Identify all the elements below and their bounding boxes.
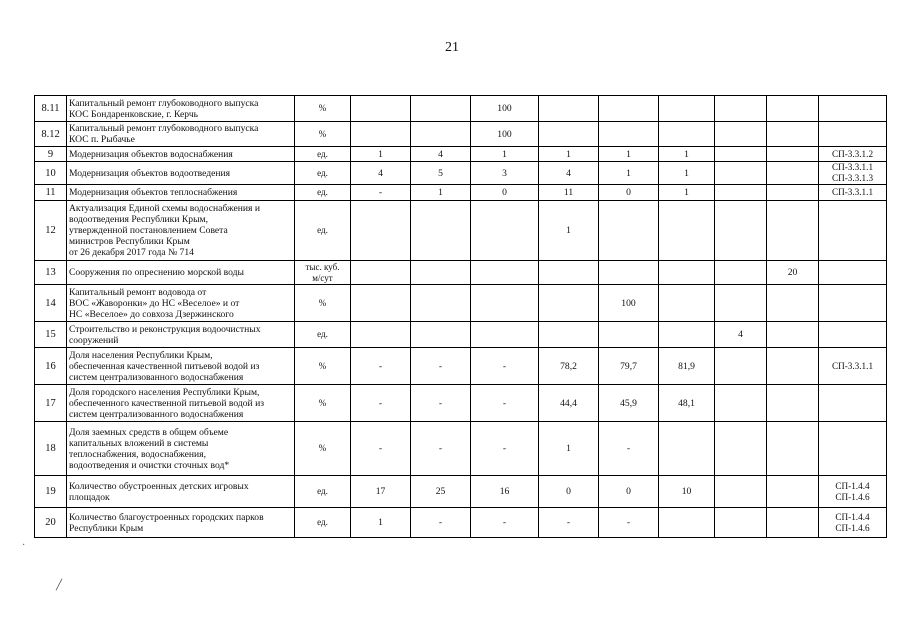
- value-cell: [715, 385, 767, 422]
- program-code-cell: [819, 476, 887, 508]
- value-cell: 1: [351, 147, 411, 162]
- value-cell: [471, 261, 539, 285]
- indicator-name-line: Доля городского населения Республики Крым,: [69, 386, 260, 398]
- value-cell: [539, 261, 599, 285]
- indicators-table: [34, 95, 887, 538]
- value-cell: [411, 201, 471, 261]
- indicator-name: [67, 508, 295, 538]
- table-row: [35, 285, 887, 322]
- row-number: 8.11: [35, 96, 67, 122]
- table-row: [35, 185, 887, 201]
- indicator-name: [67, 162, 295, 185]
- value-cell: 1: [599, 162, 659, 185]
- value-cell: 4: [539, 162, 599, 185]
- indicator-name-line: Капитальный ремонт водовода от: [69, 286, 207, 298]
- value-cell: [715, 348, 767, 385]
- value-cell: [599, 122, 659, 147]
- indicator-name-line: от 26 декабря 2017 года № 714: [69, 247, 194, 258]
- unit-cell: [295, 348, 351, 385]
- value-cell: 10: [659, 476, 715, 508]
- table-row: [35, 201, 887, 261]
- value-cell: 4: [715, 322, 767, 348]
- unit-cell: [295, 322, 351, 348]
- value-cell: [539, 322, 599, 348]
- table-row: [35, 122, 887, 147]
- value-cell: 44,4: [539, 385, 599, 422]
- unit-cell-line: м/сут: [312, 272, 333, 283]
- unit-cell-line: ед.: [317, 148, 328, 159]
- table-row: [35, 322, 887, 348]
- value-cell: [599, 201, 659, 261]
- value-cell: -: [471, 508, 539, 538]
- value-cell: 100: [599, 285, 659, 322]
- indicator-name: [67, 285, 295, 322]
- value-cell: 3: [471, 162, 539, 185]
- indicator-name-line: Республики Крым: [69, 522, 144, 534]
- value-cell: [767, 122, 819, 147]
- table-row: [35, 162, 887, 185]
- unit-cell-line: тыс. куб.: [305, 261, 340, 272]
- value-cell: [659, 285, 715, 322]
- value-cell: [767, 476, 819, 508]
- indicator-name-line: ВОС «Жаворонки» до НС «Веселое» и от: [69, 297, 240, 309]
- indicator-name: [67, 185, 295, 201]
- unit-cell: [295, 185, 351, 201]
- program-code-cell: [819, 185, 887, 201]
- row-number: 16: [35, 348, 67, 385]
- value-cell: [599, 96, 659, 122]
- value-cell: [767, 322, 819, 348]
- program-code-cell-line: СП-1.4.4: [835, 480, 870, 491]
- value-cell: -: [351, 348, 411, 385]
- unit-cell: [295, 385, 351, 422]
- indicator-name-line: Капитальный ремонт глубоководного выпуска: [69, 97, 259, 109]
- value-cell: [767, 285, 819, 322]
- value-cell: [411, 122, 471, 147]
- value-cell: 1: [659, 185, 715, 201]
- value-cell: -: [351, 422, 411, 476]
- indicator-name-line: обеспеченная качественной питьевой водой из: [69, 360, 260, 372]
- indicator-name: [67, 422, 295, 476]
- indicator-name-line: систем централизованного водоснабжения: [69, 408, 244, 420]
- program-code-cell: [819, 96, 887, 122]
- indicator-name-line: утвержденной постановлением Совета: [69, 225, 228, 236]
- value-cell: -: [471, 385, 539, 422]
- unit-cell: [295, 285, 351, 322]
- value-cell: [411, 285, 471, 322]
- program-code-cell-line: СП-1.4.4: [835, 511, 870, 522]
- value-cell: 100: [471, 96, 539, 122]
- value-cell: [411, 322, 471, 348]
- value-cell: [351, 201, 411, 261]
- value-cell: [659, 508, 715, 538]
- unit-cell: [295, 508, 351, 538]
- indicator-name-line: КОС п. Рыбачье: [69, 134, 135, 145]
- value-cell: [715, 422, 767, 476]
- unit-cell-line: %: [318, 397, 327, 408]
- table-row: [35, 147, 887, 162]
- indicator-name-line: Доля заемных средств в общем объеме: [69, 426, 229, 438]
- unit-cell-line: ед.: [317, 517, 328, 527]
- value-cell: [471, 201, 539, 261]
- value-cell: [715, 285, 767, 322]
- value-cell: 78,2: [539, 348, 599, 385]
- value-cell: [659, 122, 715, 147]
- indicator-name: [67, 147, 295, 162]
- value-cell: [539, 122, 599, 147]
- value-cell: [539, 96, 599, 122]
- indicator-name-line: Капитальный ремонт глубоководного выпуска: [69, 123, 259, 134]
- table-row: [35, 348, 887, 385]
- value-cell: 1: [411, 185, 471, 201]
- unit-cell-line: %: [318, 360, 327, 371]
- indicator-name-line: водоотведения и очистки сточных вод*: [69, 459, 230, 471]
- indicator-name-line: обеспеченного качественной питьевой водой из: [69, 397, 264, 409]
- value-cell: 100: [471, 122, 539, 147]
- program-code-cell-line: СП-3.3.1.1: [831, 360, 874, 371]
- indicator-name-line: площадок: [69, 491, 110, 503]
- row-number: 12: [35, 201, 67, 261]
- unit-cell-line: %: [318, 103, 327, 113]
- unit-cell: [295, 422, 351, 476]
- value-cell: 1: [471, 147, 539, 162]
- value-cell: -: [411, 422, 471, 476]
- value-cell: 16: [471, 476, 539, 508]
- indicator-name-line: систем централизованного водоснабжения: [69, 371, 244, 383]
- row-number: 14: [35, 285, 67, 322]
- value-cell: 11: [539, 185, 599, 201]
- scan-tick: ╱: [56, 580, 63, 591]
- unit-cell-line: ед.: [317, 187, 328, 197]
- unit-cell-line: ед.: [317, 329, 328, 339]
- scan-dot: ·: [22, 540, 26, 551]
- indicator-name-line: Строительство и реконструкция водоочистных: [69, 323, 261, 335]
- value-cell: [659, 201, 715, 261]
- program-code-cell-line: СП-1.4.6: [835, 522, 870, 533]
- value-cell: [599, 322, 659, 348]
- value-cell: [715, 147, 767, 162]
- value-cell: [539, 285, 599, 322]
- value-cell: 1: [539, 147, 599, 162]
- value-cell: [471, 285, 539, 322]
- program-code-cell-line: СП-3.3.1.1: [831, 162, 874, 172]
- value-cell: [715, 508, 767, 538]
- table-row: [35, 96, 887, 122]
- value-cell: 17: [351, 476, 411, 508]
- row-number: 20: [35, 508, 67, 538]
- indicator-name: [67, 201, 295, 261]
- indicator-name-line: Количество обустроенных детских игровых: [69, 480, 249, 492]
- indicator-name: [67, 261, 295, 285]
- unit-cell: [295, 261, 351, 285]
- value-cell: -: [539, 508, 599, 538]
- row-number: 8.12: [35, 122, 67, 147]
- indicator-name-line: Актуализация Единой схемы водоснабжения и: [69, 203, 260, 214]
- value-cell: 4: [411, 147, 471, 162]
- value-cell: 0: [471, 185, 539, 201]
- value-cell: [767, 422, 819, 476]
- program-code-cell: [819, 348, 887, 385]
- value-cell: [715, 162, 767, 185]
- value-cell: [659, 322, 715, 348]
- value-cell: [659, 422, 715, 476]
- program-code-cell-line: СП-3.3.1.3: [831, 173, 874, 183]
- value-cell: 81,9: [659, 348, 715, 385]
- value-cell: [767, 147, 819, 162]
- program-code-cell: [819, 322, 887, 348]
- indicator-name-line: Количество благоустроенных городских парков: [69, 511, 264, 523]
- value-cell: [715, 201, 767, 261]
- indicator-name-line: Модернизация объектов теплоснабжения: [69, 187, 238, 198]
- table-row: [35, 385, 887, 422]
- indicator-name-line: сооружений: [69, 334, 119, 346]
- program-code-cell: [819, 201, 887, 261]
- indicator-name-line: капитальных вложений в системы: [69, 437, 209, 449]
- value-cell: [715, 185, 767, 201]
- program-code-cell: [819, 147, 887, 162]
- value-cell: -: [411, 385, 471, 422]
- value-cell: [767, 385, 819, 422]
- value-cell: [767, 185, 819, 201]
- value-cell: 1: [351, 508, 411, 538]
- program-code-cell-line: СП-1.4.6: [835, 491, 870, 502]
- value-cell: 20: [767, 261, 819, 285]
- unit-cell-line: %: [318, 443, 327, 453]
- value-cell: [351, 261, 411, 285]
- value-cell: 1: [539, 201, 599, 261]
- indicator-name-line: Сооружения по опреснению морской воды: [69, 267, 244, 278]
- value-cell: 25: [411, 476, 471, 508]
- row-number: 19: [35, 476, 67, 508]
- indicator-name-line: НС «Веселое» до совхоза Дзержинского: [69, 308, 234, 320]
- value-cell: 0: [599, 476, 659, 508]
- value-cell: [351, 122, 411, 147]
- value-cell: 0: [599, 185, 659, 201]
- unit-cell: [295, 147, 351, 162]
- value-cell: 1: [539, 422, 599, 476]
- table-row: [35, 476, 887, 508]
- value-cell: 4: [351, 162, 411, 185]
- value-cell: [659, 261, 715, 285]
- row-number: 17: [35, 385, 67, 422]
- unit-cell-line: ед.: [317, 225, 328, 235]
- program-code-cell: [819, 122, 887, 147]
- row-number: 10: [35, 162, 67, 185]
- indicator-name: [67, 322, 295, 348]
- program-code-cell: [819, 508, 887, 538]
- indicator-name-line: Модернизация объектов водоотведения: [69, 167, 231, 179]
- table-row: [35, 261, 887, 285]
- indicator-name-line: Доля населения Республики Крым,: [69, 349, 213, 361]
- value-cell: [351, 285, 411, 322]
- unit-cell-line: ед.: [317, 486, 328, 496]
- value-cell: [411, 96, 471, 122]
- value-cell: 0: [539, 476, 599, 508]
- indicator-name: [67, 385, 295, 422]
- unit-cell-line: %: [318, 128, 327, 139]
- indicator-name-line: теплоснабжения, водоснабжения,: [69, 448, 206, 460]
- program-code-cell-line: СП-3.3.1.1: [831, 187, 874, 197]
- program-code-cell-line: СП-3.3.1.2: [831, 148, 874, 159]
- row-number: 13: [35, 261, 67, 285]
- page-number: 21: [445, 40, 459, 55]
- value-cell: -: [411, 348, 471, 385]
- value-cell: -: [599, 508, 659, 538]
- program-code-cell: [819, 162, 887, 185]
- value-cell: -: [411, 508, 471, 538]
- value-cell: 1: [599, 147, 659, 162]
- unit-cell: [295, 96, 351, 122]
- unit-cell-line: %: [318, 297, 327, 308]
- row-number: 15: [35, 322, 67, 348]
- row-number: 9: [35, 147, 67, 162]
- value-cell: [351, 322, 411, 348]
- value-cell: [351, 96, 411, 122]
- value-cell: 1: [659, 162, 715, 185]
- row-number: 18: [35, 422, 67, 476]
- value-cell: [599, 261, 659, 285]
- table-row: [35, 508, 887, 538]
- value-cell: -: [351, 185, 411, 201]
- value-cell: 1: [659, 147, 715, 162]
- indicator-name: [67, 476, 295, 508]
- value-cell: 45,9: [599, 385, 659, 422]
- value-cell: [715, 122, 767, 147]
- indicator-name-line: министров Республики Крым: [69, 236, 190, 247]
- value-cell: 5: [411, 162, 471, 185]
- value-cell: [767, 201, 819, 261]
- value-cell: -: [471, 348, 539, 385]
- value-cell: 48,1: [659, 385, 715, 422]
- indicator-name: [67, 122, 295, 147]
- unit-cell: [295, 122, 351, 147]
- program-code-cell: [819, 261, 887, 285]
- unit-cell: [295, 162, 351, 185]
- indicator-name: [67, 96, 295, 122]
- indicator-name-line: водоотведения Республики Крым,: [69, 214, 208, 225]
- value-cell: [715, 476, 767, 508]
- value-cell: [767, 162, 819, 185]
- value-cell: -: [471, 422, 539, 476]
- indicator-name: [67, 348, 295, 385]
- value-cell: -: [351, 385, 411, 422]
- unit-cell-line: ед.: [317, 167, 328, 178]
- value-cell: [715, 96, 767, 122]
- value-cell: [767, 508, 819, 538]
- table-row: [35, 422, 887, 476]
- value-cell: [659, 96, 715, 122]
- indicator-name-line: КОС Бондаренковские, г. Керчь: [69, 108, 199, 120]
- program-code-cell: [819, 422, 887, 476]
- value-cell: [767, 348, 819, 385]
- indicator-name-line: Модернизация объектов водоснабжения: [69, 148, 233, 160]
- unit-cell: [295, 201, 351, 261]
- program-code-cell: [819, 285, 887, 322]
- unit-cell: [295, 476, 351, 508]
- value-cell: 79,7: [599, 348, 659, 385]
- value-cell: [411, 261, 471, 285]
- value-cell: [767, 96, 819, 122]
- value-cell: [715, 261, 767, 285]
- program-code-cell: [819, 385, 887, 422]
- value-cell: -: [599, 422, 659, 476]
- row-number: 11: [35, 185, 67, 201]
- value-cell: [471, 322, 539, 348]
